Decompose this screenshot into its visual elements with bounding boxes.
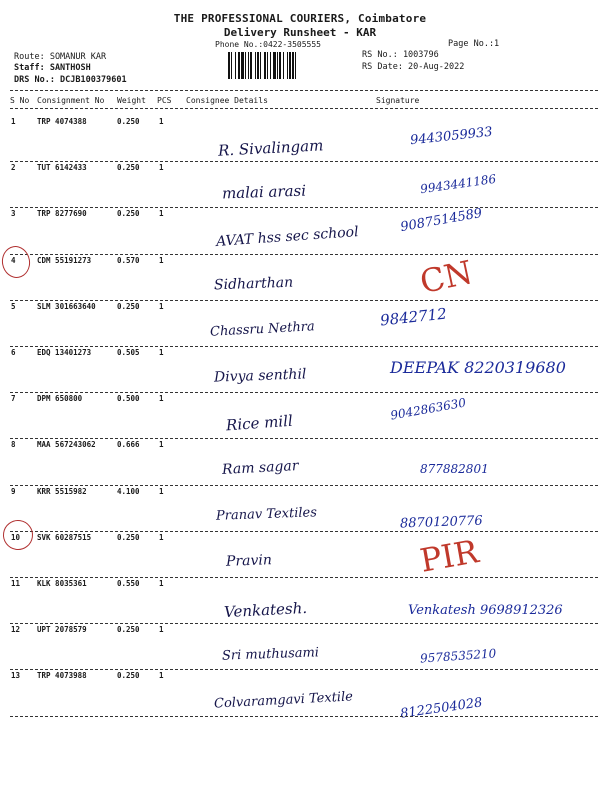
column-header-consignee: Consignee Details: [186, 96, 268, 105]
row-consignee-handwritten: malai arasi: [221, 181, 307, 203]
row-signature-handwritten: 877882801: [420, 462, 489, 477]
row-pcs: 1: [159, 209, 164, 219]
drs-number: DRS No.: DCJB100379601: [14, 75, 127, 85]
row-consignment-number: DPM 650800: [37, 394, 83, 404]
row-weight: 4.100: [117, 486, 140, 496]
row-signature-handwritten: Venkatesh 9698912326: [408, 603, 563, 618]
row-divider: [10, 716, 598, 717]
row-consignment-number: TRP 4073988: [37, 671, 87, 681]
row-sno: 13: [11, 671, 21, 681]
row-divider: [10, 300, 598, 301]
runsheet-title: THE PROFESSIONAL COURIERS, Coimbatore: [173, 12, 427, 25]
row-consignment-number: TRP 4074388: [37, 117, 87, 126]
row-signature-handwritten: 9087514589: [399, 206, 484, 236]
row-divider: [10, 207, 598, 208]
row-sno: 10: [11, 532, 21, 542]
route-label: Route: SOMANUR KAR: [14, 52, 107, 62]
row-divider: [10, 623, 598, 624]
row-sno: 3: [11, 209, 16, 219]
row-weight: 0.250: [117, 301, 140, 311]
row-consignee-handwritten: Divya senthil: [213, 366, 307, 386]
row-divider: [10, 161, 598, 162]
row-weight: 0.250: [117, 209, 140, 219]
row-pcs: 1: [159, 625, 164, 635]
row-pcs: 1: [159, 117, 164, 126]
row-consignee-handwritten: Rice mill: [225, 411, 294, 435]
table-header-divider: [10, 108, 598, 109]
row-divider: [10, 485, 598, 486]
page-number: Page No.:1: [448, 39, 500, 49]
column-header-pcs: PCS: [157, 96, 172, 105]
row-pcs: 1: [159, 255, 164, 265]
row-consignment-number: SLM 301663640: [37, 301, 96, 311]
column-header-sno: S No: [10, 96, 30, 105]
row-consignee-handwritten: Chassru Nethra: [209, 319, 316, 340]
row-consignee-handwritten: AVAT hss sec school: [215, 224, 360, 251]
row-consignee-handwritten: Sri muthusami: [221, 645, 320, 664]
row-weight: 0.250: [117, 671, 140, 681]
row-divider: [10, 577, 598, 578]
row-consignee-handwritten: Ram sagar: [221, 458, 299, 479]
row-divider: [10, 254, 598, 255]
barcode-image: [228, 52, 354, 79]
row-weight: 0.250: [117, 117, 140, 126]
row-signature-stamp: PIR: [417, 532, 482, 580]
row-pcs: 1: [159, 394, 164, 404]
row-signature-handwritten: 9443059933: [409, 124, 494, 149]
row-pcs: 1: [159, 532, 164, 542]
row-sno: 12: [11, 625, 21, 635]
row-divider: [10, 392, 598, 393]
row-weight: 0.250: [117, 163, 140, 173]
row-sno: 5: [11, 301, 16, 311]
row-weight: 0.500: [117, 394, 140, 404]
row-sno: 8: [11, 440, 16, 450]
row-signature-handwritten: 8122504028: [399, 695, 484, 723]
row-divider: [10, 438, 598, 439]
row-sno: 4: [11, 255, 16, 265]
row-consignment-number: KRR 5515982: [37, 486, 87, 496]
row-consignment-number: UPT 2078579: [37, 625, 87, 635]
row-weight: 0.250: [117, 532, 140, 542]
column-header-signature: Signature: [376, 96, 420, 105]
row-weight: 0.666: [117, 440, 140, 450]
row-consignment-number: MAA 567243062: [37, 440, 96, 450]
row-consignee-handwritten: Colvaramgavi Textile: [213, 689, 354, 713]
row-consignee-handwritten: R. Sivalingam: [217, 136, 324, 160]
phone-number: Phone No.:0422-3505555: [215, 40, 321, 49]
row-signature-stamp: CN: [416, 252, 476, 301]
row-signature-handwritten: 9578535210: [419, 646, 497, 666]
row-sno: 1: [11, 117, 16, 126]
row-consignee-handwritten: Pravin: [225, 552, 273, 570]
row-consignment-number: TRP 8277690: [37, 209, 87, 219]
row-weight: 0.505: [117, 348, 140, 357]
row-pcs: 1: [159, 163, 164, 173]
pen-circle-row-4: [0, 244, 33, 280]
column-header-consignment: Consignment No: [37, 96, 105, 105]
row-weight: 0.570: [117, 255, 140, 265]
row-consignment-number: CDM 55191273: [37, 255, 92, 265]
row-consignment-number: TUT 6142433: [37, 163, 87, 173]
row-sno: 2: [11, 163, 16, 173]
header-divider: [10, 90, 598, 91]
row-sno: 11: [11, 579, 21, 588]
row-consignee-handwritten: Venkatesh.: [223, 598, 308, 622]
row-divider: [10, 531, 598, 532]
row-pcs: 1: [159, 486, 164, 496]
rs-number: RS No.: 1003796: [362, 50, 439, 60]
rs-date: RS Date: 20-Aug-2022: [362, 62, 465, 72]
row-signature-handwritten: 8870120776: [399, 513, 483, 532]
row-pcs: 1: [159, 579, 164, 588]
row-weight: 0.250: [117, 625, 140, 635]
column-header-weight: Weight: [117, 96, 146, 105]
row-sno: 6: [11, 348, 16, 357]
row-signature-handwritten: 9943441186: [419, 171, 497, 197]
row-consignment-number: SVK 60287515: [37, 532, 92, 542]
row-pcs: 1: [159, 348, 164, 357]
row-consignment-number: EDQ 13401273: [37, 348, 92, 357]
row-signature-handwritten: DEEPAK 8220319680: [390, 358, 566, 377]
row-pcs: 1: [159, 301, 164, 311]
row-sno: 9: [11, 486, 16, 496]
row-sno: 7: [11, 394, 16, 404]
row-pcs: 1: [159, 671, 164, 681]
row-consignment-number: KLK 8035361: [37, 579, 87, 588]
row-pcs: 1: [159, 440, 164, 450]
staff-label: Staff: SANTHOSH: [14, 63, 91, 73]
row-weight: 0.550: [117, 579, 140, 588]
row-signature-handwritten: 9842712: [379, 304, 448, 330]
row-signature-handwritten: 9042863630: [389, 395, 467, 423]
runsheet-subtitle: Delivery Runsheet - KAR: [223, 26, 377, 39]
pen-circle-row-10: [1, 518, 35, 552]
row-divider: [10, 346, 598, 347]
row-consignee-handwritten: Sidharthan: [213, 274, 294, 293]
row-consignee-handwritten: Pranav Textiles: [215, 504, 318, 524]
row-divider: [10, 669, 598, 670]
